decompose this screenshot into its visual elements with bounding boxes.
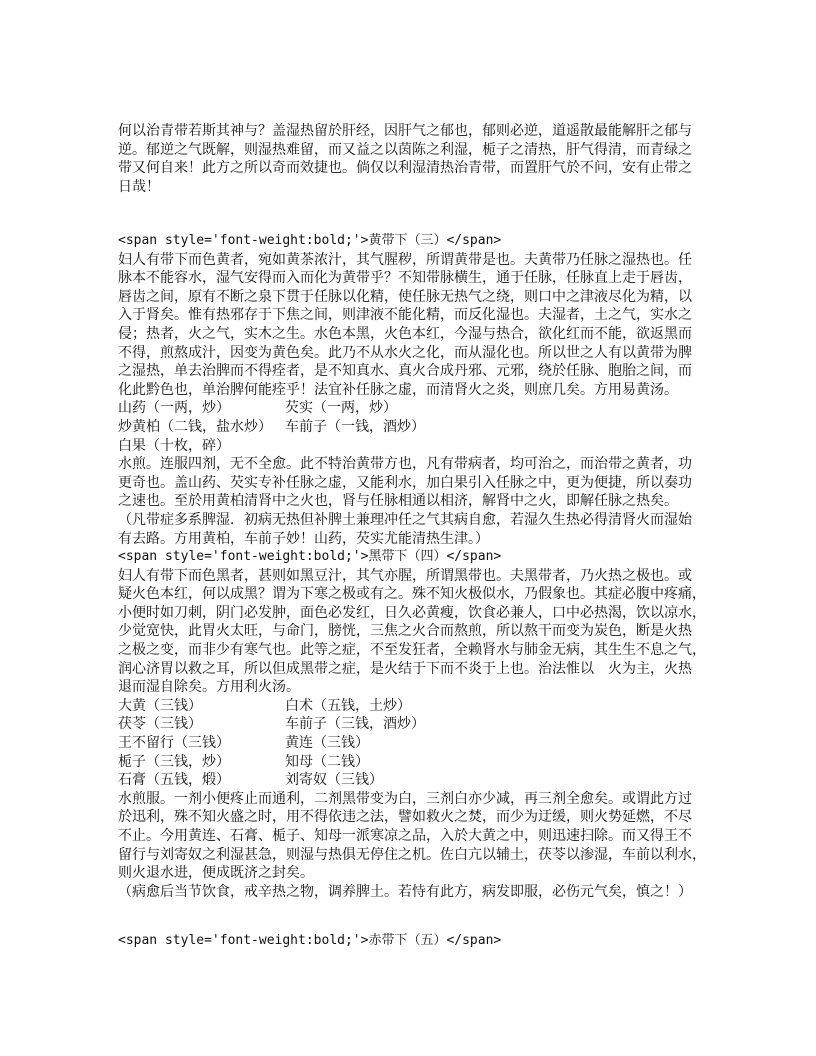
herb-row: [118, 715, 718, 734]
herb-item: 芡实（一两，炒）: [285, 400, 397, 417]
herb-row: [118, 437, 718, 456]
text-line: 日哉！: [118, 178, 160, 195]
text-line: 妇人有带下而色黄者，宛如黄茶浓汁，其气腥秽，所谓黄带是也。夫黄带乃任脉之湿热也。任: [118, 251, 692, 268]
herb-item: 石膏（五钱，煅）: [118, 772, 230, 789]
text-line: 脉本不能容水，湿气安得而入而化为黄带乎？不知带脉横生，通于任脉，任脉直上走于唇齿，: [118, 270, 692, 287]
intro-paragraph: [118, 122, 718, 196]
section-black-discharge: [118, 548, 718, 901]
herb-item: 大黄（三钱）: [118, 697, 202, 714]
herb-item: 白果（十枚，碎）: [118, 437, 230, 454]
text-line: 妇人有带下而色黑者，甚则如黑豆汁，其气亦腥，所谓黑带也。夫黑带者，乃火热之极也。或: [118, 567, 692, 584]
text-line: 侵；热者，火之气，实木之生。水色本黑，火色本红，今湿与热合，欲化红而不能，欲返黑而: [118, 325, 692, 342]
text-line: 水煎服。一剂小便疼止而通利，二剂黑带变为白，三剂白亦少减，再三剂全愈矣。或谓此方过: [118, 790, 692, 807]
text-line: 唇齿之间，原有不断之泉下贯于任脉以化精，使任脉无热气之绕，则口中之津液尽化为精，以: [118, 288, 692, 305]
section-heading: <span style='font-weight:bold;'>黑带下（四）</span>: [118, 549, 502, 564]
text-line: 退而湿自除矣。方用利火汤。: [118, 679, 300, 696]
herb-row: [118, 399, 718, 418]
text-line: 水煎。连服四剂，无不全愈。此不特治黄带方也，凡有带病者，均可治之，而治带之黄者，功: [118, 456, 692, 473]
text-line: 润心济胃以救之耳，所以但成黑带之症，是火结于下而不炎于上也。治法惟以 火为主，火热: [118, 660, 692, 677]
text-line: 之湿热，单去治脾而不得痊者，是不知真水、真火合成丹邪、元邪，绕於任脉、胞胎之间，而: [118, 363, 692, 380]
text-line: 带又何自来！此方之所以奇而效捷也。倘仅以利湿清热治青带，而置肝气於不问，安有止带之: [118, 160, 692, 177]
text-line: （凡带症多系脾湿．初病无热但补脾土兼理冲任之气其病自愈，若湿久生热必得清肾火而湿始: [118, 511, 692, 528]
text-line: 不得，煎熬成汁，因变为黄色矣。此乃不从水火之化，而从湿化也。所以世之人有以黄带为脾: [118, 344, 692, 361]
herb-item: 炒黄柏（二钱，盐水炒）: [118, 418, 272, 435]
herb-item: 车前子（三钱，酒炒）: [285, 716, 425, 733]
text-line: 化此黔色也，单治脾何能痊乎！法宜补任脉之虚，而清肾火之炎，则庶几矣。方用易黄汤。: [118, 381, 678, 398]
herb-item: 刘寄奴（三钱）: [285, 772, 383, 789]
text-line: （病愈后当节饮食，戒辛热之物，调养脾土。若恃有此方，病发即服，必伤元气矣，慎之！）: [118, 883, 692, 900]
text-line: 更奇也。盖山药、芡实专补任脉之虚，又能利水，加白果引入任脉之中，更为便捷，所以奏功: [118, 474, 692, 491]
herb-item: 栀子（三钱，炒）: [118, 753, 230, 770]
herb-row: [118, 418, 718, 437]
text-line: 之极之变，而非少有寒气也。此等之症，不至发狂者，全赖肾水与肺金无病，其生生不息之气，: [118, 641, 706, 658]
section-yellow-discharge: [118, 232, 718, 548]
text-line: 不止。今用黄连、石膏、栀子、知母一派寒凉之品，入於大黄之中，则迅速扫除。而又得王不: [118, 827, 692, 844]
text-line: 少觉宽快，此胃火太旺，与命门，膀恍，三焦之火合而熬煎，所以熬干而变为炭色，断是火热: [118, 623, 692, 640]
herb-row: [118, 697, 718, 716]
text-line: 疑火色本红，何以成黑？谓为下寒之极或有之。殊不知火极似水，乃假象也。其症必腹中疼痛，: [118, 586, 706, 603]
text-line: 於迅利，殊不知火盛之时，用不得依违之法，譬如救火之焚，而少为迂缓，则火势延燃，不尽: [118, 809, 692, 826]
text-line: 有去路。方用黄柏，车前子妙！山药，芡实尤能清热生津。）: [118, 530, 489, 547]
section-red-discharge: [118, 932, 718, 951]
text-line: 何以治青带若斯其神与？盖湿热留於肝经，因肝气之郁也，郁则必逆，道遥散最能解肝之郁与: [118, 123, 692, 139]
herb-item: 黄连（三钱）: [285, 734, 369, 751]
herb-item: 茯苓（三钱）: [118, 716, 202, 733]
text-line: 则火退水进，便成既济之封矣。: [118, 865, 314, 882]
herb-item: 车前子（一钱，酒炒）: [285, 418, 425, 435]
text-line: 之速也。至於用黄柏清肾中之火也，肾与任脉相通以相济，解肾中之火，即解任脉之热矣。: [118, 493, 678, 510]
herb-item: 白术（五钱，土炒）: [285, 697, 411, 714]
herb-row: [118, 753, 718, 772]
section-heading: <span style='font-weight:bold;'>黄带下（三）</span>: [118, 233, 502, 248]
herb-item: 山药（一两，炒）: [118, 400, 230, 417]
herb-row: [118, 734, 718, 753]
text-line: 留行与刘寄奴之利湿甚急，则湿与热俱无停住之机。佐白亢以辅土，茯苓以渗湿，车前以利水，: [118, 846, 706, 863]
text-line: 小便时如刀刺，阴门必发肿，面色必发红，日久必黄瘦，饮食必兼人，口中必热渴，饮以凉水，: [118, 604, 706, 621]
herb-item: 王不留行（三钱）: [118, 734, 230, 751]
herb-row: [118, 771, 718, 790]
section-heading: <span style='font-weight:bold;'>赤带下（五）</span>: [118, 933, 502, 948]
herb-item: 知母（二钱）: [285, 753, 369, 770]
text-line: 入于肾矣。惟有热邪存于下焦之间，则津液不能化精，而反化湿也。夫湿者，土之气，实水之: [118, 307, 692, 324]
text-line: 逆。郁逆之气既解，则湿热难留，而又益之以茵陈之利湿，栀子之清热，肝气得清，而青绿之: [118, 141, 692, 158]
